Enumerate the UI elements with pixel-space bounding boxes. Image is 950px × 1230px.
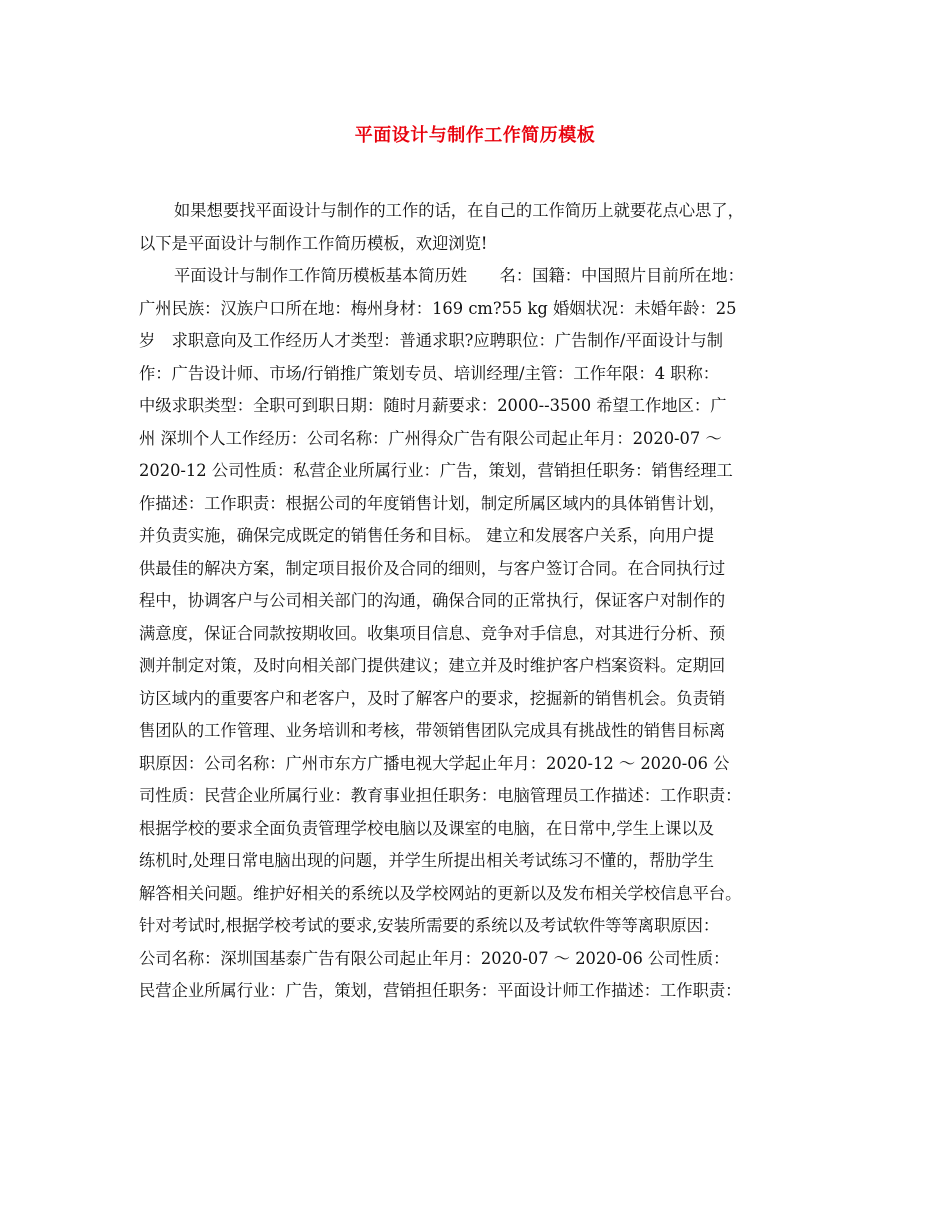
body-line: 广州民族：汉族户口所在地：梅州身材：169 cm?55 kg 婚姻状况：未婚年龄：25	[139, 298, 737, 318]
body-line: 练机时,处理日常电脑出现的问题，并学生所提出相关考试练习不懂的，帮肋学生	[139, 851, 715, 870]
body-line: 访区域内的重要客户和老客户，及时了解客户的要求，挖掘新的销售机会。负责销	[139, 688, 726, 708]
body-line: 中级求职类型：全职可到职日期：随时月薪要求：2000--3500 希望工作地区：广	[139, 396, 727, 415]
body-line: 作描述：工作职责：根据公司的年度销售计划，制定所属区域内的具体销售计划，	[139, 493, 726, 513]
body-line: 程中，协调客户与公司相关部门的沟通，确保合同的正常执行，保证客户对制作的	[139, 591, 726, 610]
body-line: 司性质：民营企业所属行业：教育事业担任职务：电脑管理员工作描述：工作职责：	[139, 786, 742, 805]
body-line: 并负责实施，确保完成既定的销售任务和目标。 建立和发展客户关系，向用户提	[139, 526, 715, 545]
body-line: 作：广告设计师、市场/行销推广策划专员、培训经理/主管：工作年限：4 职称：	[139, 363, 720, 383]
body-line: 供最佳的解决方案，制定项目报价及合同的细则，与客户签订合同。在合同执行过	[139, 558, 726, 578]
body-line: 解答相关问题。维护好相关的系统以及学校网站的更新以及发布相关学校信息平台。	[139, 883, 742, 903]
body-line: 以下是平面设计与制作工作简历模板，欢迎浏览!	[139, 233, 488, 253]
body-line: 州 深圳个人工作经历：公司名称：广州得众广告有限公司起止年月：2020-07 ～	[139, 428, 722, 448]
document-title: 平面设计与制作工作简历模板	[354, 125, 596, 146]
body-line: 针对考试时,根据学校考试的要求,安装所需要的系统以及考试软件等等离职原因：	[139, 916, 720, 935]
body-line: 售团队的工作管理、业务培训和考核，带领销售团队完成具有挑战性的销售目标离	[139, 721, 726, 740]
body-line: 2020-12 公司性质：私营企业所属行业：广告，策划，营销担任职务：销售经理工	[139, 461, 733, 480]
body-line: 测并制定对策，及时向相关部门提供建议；建立并及时维护客户档案资料。定期回	[139, 656, 726, 675]
body-line: 平面设计与制作工作简历模板基本简历姓 名：国籍：中国照片目前所在地：	[174, 266, 744, 285]
document-body	[139, 195, 839, 1008]
body-line: 满意度，保证合同款按期收回。收集项目信息、竞争对手信息，对其进行分析、预	[139, 623, 726, 643]
body-line: 如果想要找平面设计与制作的工作的话，在自己的工作简历上就要花点心思了，	[174, 201, 744, 220]
body-line: 根据学校的要求全面负责管理学校电脑以及课室的电脑，在日常中,学生上课以及	[139, 818, 715, 838]
body-line: 民营企业所属行业：广告，策划，营销担任职务：平面设计师工作描述：工作职责：	[139, 981, 742, 1000]
body-line: 岁 求职意向及工作经历人才类型：普通求职?应聘职位：广告制作/平面设计与制	[139, 331, 724, 350]
body-line: 公司名称：深圳国基泰广告有限公司起止年月：2020-07 ～ 2020-06 公司性质：	[139, 948, 730, 968]
body-line: 职原因：公司名称：广州市东方广播电视大学起止年月：2020-12 ～ 2020-06 公	[139, 753, 730, 773]
